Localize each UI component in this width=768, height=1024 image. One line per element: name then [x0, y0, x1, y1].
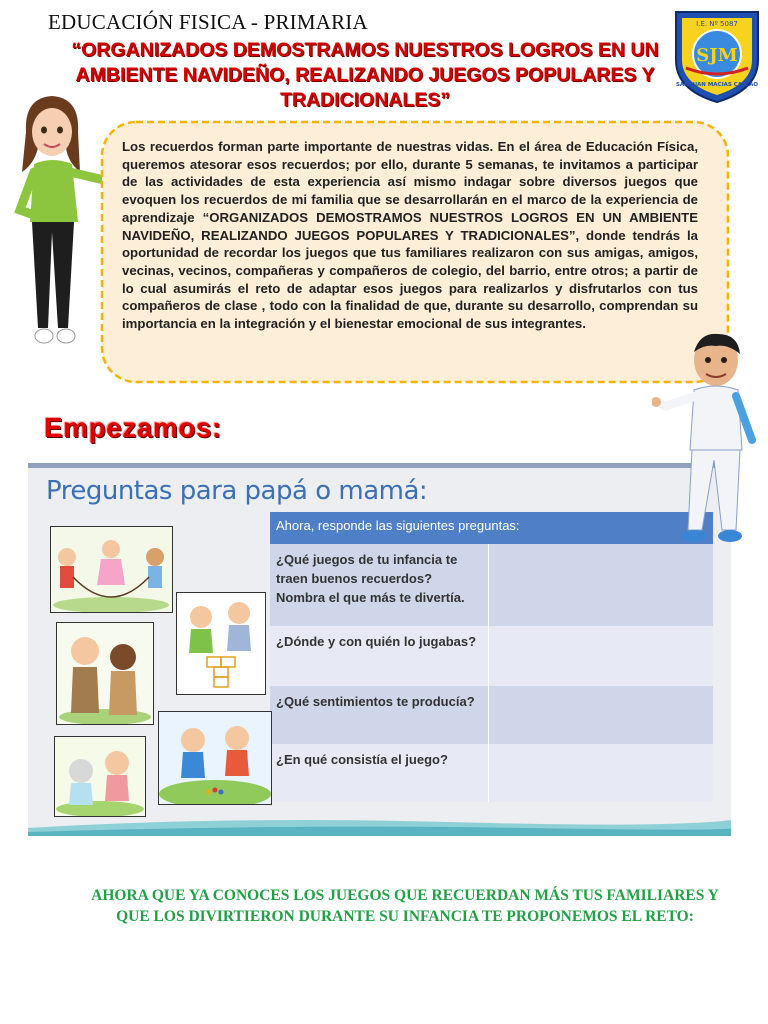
children-playing-illustration — [54, 736, 146, 817]
table-header-row — [270, 512, 713, 544]
marbles-illustration — [158, 711, 272, 805]
table-row — [270, 626, 713, 686]
answer-cell[interactable] — [489, 686, 714, 744]
jump-rope-illustration — [50, 526, 173, 613]
challenge-intro-text: AHORA QUE YA CONOCES LOS JUEGOS QUE RECUERDAN MÁS TUS FAMILIARES Y QUE LOS DIVIRTIERON DURANTE SU INFANCIA TE PROPONEMOS EL RETO: — [91, 887, 719, 925]
intro-paragraph: Los recuerdos forman parte importante de nuestras vidas. En el área de Educación Física, queremos atesorar esos recuerdos; por ello, durante 5 semanas, te invitamos a participar de las actividades de esta experiencia así mismo indagar sobre diversos juegos que evoquen los recuerdos de mi familia que se desarrollarán en el marco de la experiencia de aprendizaje “ORGANIZADOS DEMOSTRAMOS NUESTROS LOGROS EN UN AMBIENTE NAVIDEÑO, REALIZANDO JUEGOS POPULARES Y TRADICIONALES”, donde tendrás la oportunidad de recordar los juegos que tus familiares realizaron con sus amigas, amigos, vecinas, vecinos, compañeras y compañeros de colegio, del barrio, entre otros; a partir de lo cual asumirás el reto de adaptar esos juegos para realizarlos y disfrutarlos con tus compañeros de clase , todo con la finalidad de que, durante su desarrollo, comprendan su importancia en la integración y el bienestar emocional de sus integrantes. — [122, 139, 698, 332]
table-header-cell: Ahora, responde las siguientes preguntas: — [270, 512, 713, 544]
questions-table — [270, 512, 713, 802]
hopscotch-illustration — [176, 592, 266, 695]
logo-monogram: SJM — [696, 45, 738, 66]
document-subject-title: EDUCACIÓN FISICA - PRIMARIA — [48, 10, 368, 34]
student-illustration — [652, 330, 756, 550]
experience-title: “ORGANIZADOS DEMOSTRAMOS NUESTROS LOGROS EN UN AMBIENTE NAVIDEÑO, REALIZANDO JUEGOS POPULARES Y TRADICIONALES” — [71, 39, 659, 111]
question-cell: ¿En qué consistía el juego? — [270, 744, 489, 802]
answer-cell[interactable] — [489, 626, 714, 686]
school-logo — [672, 8, 762, 104]
logo-ring-top: I.E. Nº 5087 — [696, 20, 738, 28]
panel-top-bar — [28, 463, 731, 468]
question-cell: ¿Dónde y con quién lo jugabas? — [270, 626, 489, 686]
table-row — [270, 744, 713, 802]
answer-cell[interactable] — [489, 544, 714, 626]
question-cell: ¿Qué juegos de tu infancia te traen buenos recuerdos? Nombra el que más te divertía. — [270, 544, 489, 626]
section-heading-empezamos: Empezamos: — [44, 412, 222, 443]
table-row — [270, 544, 713, 626]
answer-cell[interactable] — [489, 744, 714, 802]
question-cell: ¿Qué sentimientos te producía? — [270, 686, 489, 744]
table-row — [270, 686, 713, 744]
sack-race-illustration — [56, 622, 154, 725]
logo-ring-bottom: SAN JUAN MACIAS CALLAO — [675, 82, 759, 88]
questions-panel-title: Preguntas para papá o mamá: — [46, 476, 428, 506]
